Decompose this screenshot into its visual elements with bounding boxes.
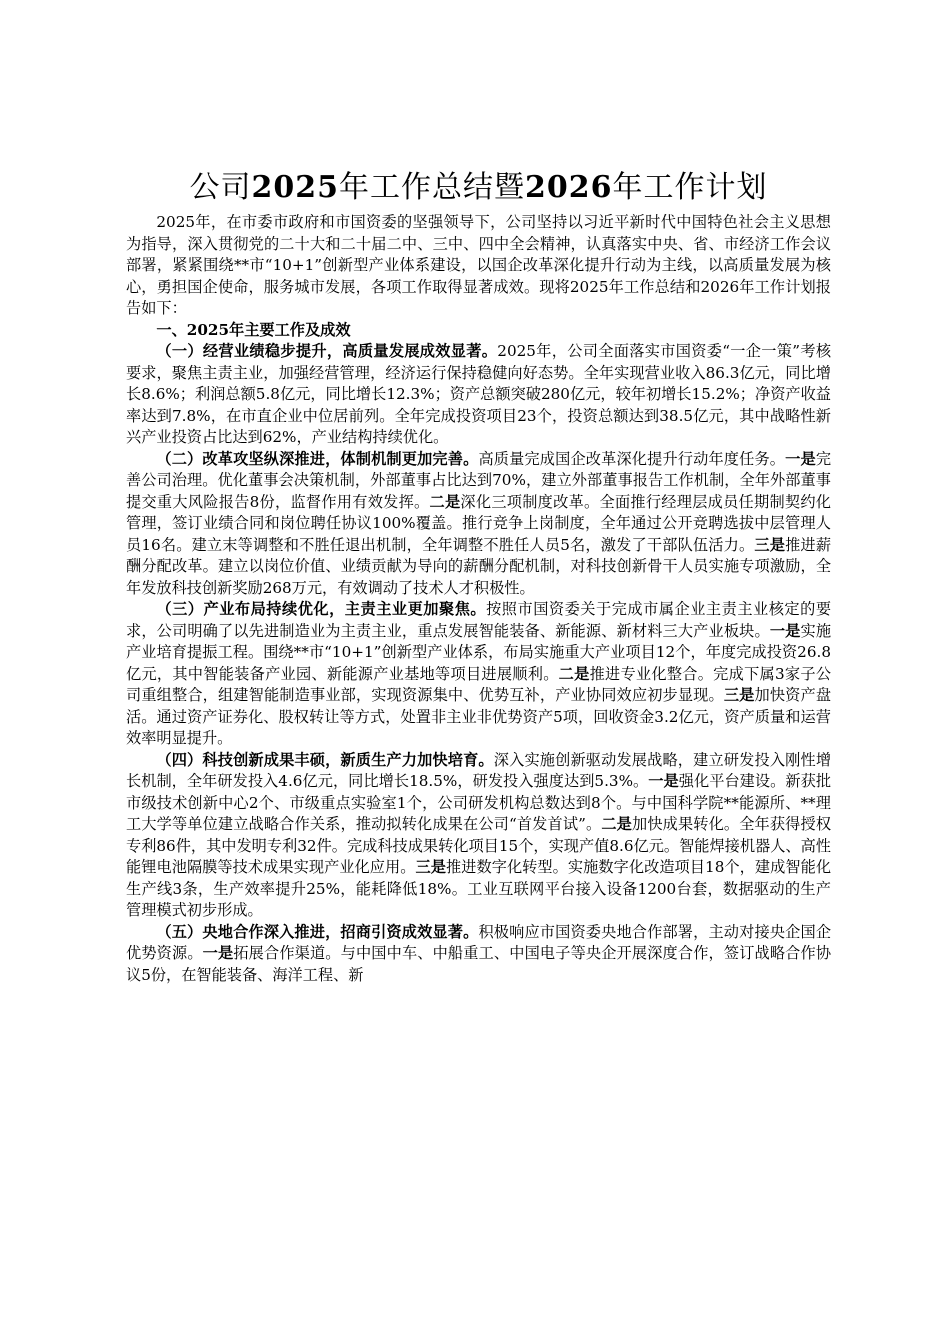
paragraph-text: 推进数字化转型。实施数字化改造项目18个，建成智能化生产线3条，生产效率提升25%，能耗降低18%。工业互联网平台接入设备1200台套，数据驱动的生产管理模式初步形成。: [126, 858, 832, 919]
paragraph-text: 强化平台建设。新获批市级技术创新中心2个、市级重点实验室1个，公司研发机构总数达到8个。与中国科学院**能源所、**理工大学等单位建立战略合作关系，推动拟转化成果在公司“首发首试”。: [126, 772, 832, 833]
title-middle: 年工作总结暨: [339, 170, 525, 205]
paragraph-text: 推进薪酬分配改革。建立以岗位价值、业绩贡献为导向的薪酬分配机制，对科技创新骨干人员实施专项激励，全年发放科技创新奖励268万元，有效调动了技术人才积极性。: [126, 535, 832, 597]
paragraph-text: 深化三项制度改革。全面推行经理层成员任期制契约化管理，签订业绩合同和岗位聘任协议100%覆盖。推行竞争上岗制度，全年通过公开竞聘选拔中层管理人员16名。建立末等调整和不胜任退出机制，全年调整不胜任人员5名，激发了干部队伍活力。: [126, 492, 831, 554]
paragraph-text: 加快成果转化。全年获得授权专利86件，其中发明专利32件。完成科技成果转化项目15个，实现产值8.6亿元。智能焊接机器人、高性能锂电池隔膜等技术成果实现产业化应用。: [126, 815, 832, 876]
title-prefix: 公司: [189, 170, 252, 205]
keyword-first: 一是: [769, 621, 801, 640]
keyword-first: 一是: [202, 944, 234, 962]
paragraph-innovation: [126, 750, 831, 922]
keyword-second: 二是: [601, 815, 632, 833]
paragraph-text: 2025年，公司全面落实市国资委“一企一策”考核要求，聚焦主责主业，加强经营管理，经济运行保持稳健向好态势。全年实现营业收入86.3亿元，同比增长8.6%；利润总额5.8亿元，同比增长12.3%；资产总额突破280亿元，较年初增长15.2%；净资产收益率达到7.8%，在市直企业中位居前列。全年完成投资项目23个，投资总额达到38.5亿元，其中战略性新兴产业投资占比达到62%，产业结构持续优化。: [126, 342, 832, 446]
paragraph-reform: [126, 449, 831, 600]
paragraph-text: 积极响应市国资委央地合作部署，主动对接央企国企优势资源。: [126, 922, 832, 962]
keyword-first: 一是: [648, 772, 679, 790]
section-heading-1: 一、2025年主要工作及成效: [156, 320, 351, 339]
paragraph-text: 推进专业化整合。完成下属3家子公司重组整合，组建智能制造事业部，实现资源集中、优势互补，产业协同效应初步显现。: [126, 664, 832, 704]
title-year-2025: 2025: [251, 170, 339, 205]
paragraph-text: 完善公司治理。优化董事会决策机制，外部董事占比达到70%，建立外部董事报告工作机制，全年外部董事提交重大风险报告8份，监督作用有效发挥。: [126, 449, 832, 511]
title-year-2026: 2026: [525, 170, 613, 205]
intro-paragraph: 2025年，在市委市政府和市国资委的坚强领导下，公司坚持以习近平新时代中国特色社会主义思想为指导，深入贯彻党的二十大和二十届二中、三中、四中全会精神，认真落实中央、省、市经济工作会议部署，紧紧围绕**市“10+1”创新型产业体系建设，以国企改革深化提升行动为主线，以高质量发展为核心，勇担国企使命，服务城市发展，各项工作取得显著成效。现将2025年工作总结和2026年工作计划报告如下：: [126, 213, 831, 317]
paragraph-industry-layout: [126, 599, 831, 750]
keyword-third: 三是: [723, 686, 755, 704]
subheading-1: （一）经营业绩稳步提升，高质量发展成效显著。: [156, 342, 498, 360]
keyword-third: 三是: [754, 535, 786, 554]
document-title: [126, 168, 831, 208]
paragraph-text: 加快资产盘活。通过资产证券化、股权转让等方式，处置非主业非优势资产5项，回收资金3.2亿元，资产质量和运营效率明显提升。: [126, 686, 832, 747]
paragraph-text: 按照市国资委关于完成市属企业主责主业核定的要求，公司明确了以先进制造业为主责主业，重点发展智能装备、新能源、新材料三大产业板块。: [126, 600, 832, 640]
paragraph-text: 实施产业培育提振工程。围绕**市“10+1”创新型产业体系，布局实施重大产业项目12个，年度完成投资26.8亿元，其中智能装备产业园、新能源产业基地等项目进展顺利。: [126, 621, 832, 683]
keyword-first: 一是: [785, 449, 816, 468]
paragraph-text: 拓展合作渠道。与中国中车、中船重工、中国电子等央企开展深度合作，签订战略合作协议5份，在智能装备、海洋工程、新: [126, 944, 832, 984]
subheading-5: （五）央地合作深入推进，招商引资成效显著。: [156, 922, 479, 941]
subheading-3: （三）产业布局持续优化，主责主业更加聚焦。: [156, 600, 487, 618]
paragraph-text: 高质量完成国企改革深化提升行动年度任务。: [478, 449, 786, 468]
document-page: [126, 168, 831, 986]
paragraph-cooperation: [126, 922, 831, 987]
keyword-second: 二是: [558, 664, 590, 683]
title-suffix: 年工作计划: [612, 170, 768, 205]
subheading-2: （二）改革攻坚纵深推进，体制机制更加完善。: [156, 449, 479, 468]
subheading-4: （四）科技创新成果丰硕，新质生产力加快培育。: [156, 750, 494, 769]
keyword-second: 二是: [429, 492, 461, 511]
keyword-third: 三是: [415, 858, 446, 876]
paragraph-business-performance: [126, 341, 831, 449]
paragraph-text: 深入实施创新驱动发展战略，建立研发投入刚性增长机制，全年研发投入4.6亿元，同比增长18.5%，研发投入强度达到5.3%。: [126, 750, 832, 790]
